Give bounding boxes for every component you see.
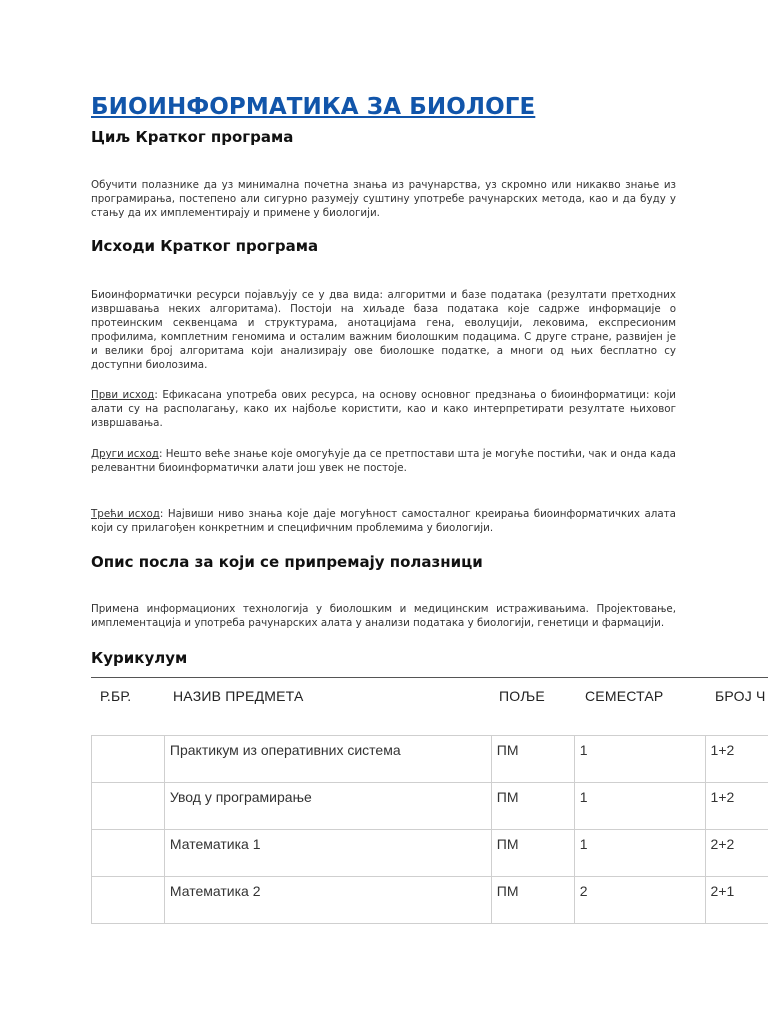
cell-number bbox=[92, 783, 165, 830]
cell-number bbox=[92, 736, 165, 783]
cell-field: ПМ bbox=[491, 877, 574, 924]
third-outcome bbox=[91, 507, 676, 535]
outcomes-heading: Исходи Кратког програма bbox=[91, 237, 319, 255]
second-outcome-text: : Нешто веће знање које омогућује да се претпостави шта је могуће постићи, чак и онда када релевантни биоинформатички алати још увек не постоје. bbox=[91, 448, 676, 474]
outcomes-intro: Биоинформатички ресурси појављују се у два вида: алгоритми и базе података (резултати претходних извршавања неких алгоритама). Постоји на хиљаде база података које садрже информације о протеинским секвенцама и структурама, анотацијама гена, еволуцији, лековима, експресионим профилима, комплетним геномима и осталим важним биолошким подацима. С друге стране, развијен је и велики број алгоритама који анализирају ове биолошке податке, а многи од њих бесплатно су доступни биолозима. bbox=[91, 289, 676, 371]
second-outcome bbox=[91, 447, 676, 475]
cell-number bbox=[92, 830, 165, 877]
column-header-number: Р.БР. bbox=[100, 688, 132, 704]
column-header-semester: СЕМЕСТАР bbox=[585, 688, 664, 704]
cell-semester: 1 bbox=[574, 736, 705, 783]
table-row bbox=[92, 830, 768, 877]
goal-heading: Циљ Кратког програма bbox=[91, 128, 294, 146]
table-top-divider bbox=[91, 677, 768, 678]
cell-semester: 1 bbox=[574, 783, 705, 830]
cell-field: ПМ bbox=[491, 830, 574, 877]
document-title: БИОИНФОРМАТИКА ЗА БИОЛОГЕ bbox=[91, 94, 536, 120]
cell-field: ПМ bbox=[491, 783, 574, 830]
cell-hours: 2+2 bbox=[705, 830, 768, 877]
third-outcome-label: Трећи исход bbox=[91, 508, 160, 520]
column-header-field: ПОЉЕ bbox=[499, 688, 545, 704]
curriculum-heading: Курикулум bbox=[91, 649, 188, 667]
jobs-heading: Опис посла за који се припремају полазници bbox=[91, 553, 483, 571]
cell-subject: Математика 1 bbox=[164, 830, 491, 877]
cell-subject: Математика 2 bbox=[164, 877, 491, 924]
first-outcome-text: : Ефикасана употреба ових ресурса, на основу основног предзнања о биоинформатици: који алати су на располагању, како их најбоље користити, као и како интерпретирати резултате њиховог извршавања. bbox=[91, 389, 677, 429]
third-outcome-text: : Највиши ниво знања које даје могућност самосталног креирања биоинформатичких алата који су прилагођен конкретним и специфичним проблемима у биологији. bbox=[91, 508, 676, 534]
goal-text: Обучити полазнике да уз минималнa почетна знања из рачунарства, уз скромно или никакво знање из програмирања, постепено али сигурно разумеју суштину употребе рачунарских метода, као и да буду у стању да их имплементирају и примене у биологији. bbox=[91, 179, 676, 219]
table-row bbox=[92, 783, 768, 830]
second-outcome-label: Други исход bbox=[91, 448, 159, 460]
cell-number bbox=[92, 877, 165, 924]
column-header-hours: БРОЈ Ч bbox=[715, 688, 766, 704]
curriculum-table bbox=[91, 735, 768, 924]
column-header-subject: НАЗИВ ПРЕДМЕТА bbox=[173, 688, 304, 704]
first-outcome bbox=[91, 388, 676, 430]
cell-hours: 1+2 bbox=[705, 783, 768, 830]
table-row bbox=[92, 877, 768, 924]
jobs-text: Примена информационих технологија у биолошким и медицинским истраживањима. Пројектовање, имплементација и употреба рачунарских алата у анализи података у биологији, генетици и фармацији. bbox=[91, 603, 676, 629]
cell-field: ПМ bbox=[491, 736, 574, 783]
first-outcome-label: Први исход bbox=[91, 389, 155, 401]
table-row bbox=[92, 736, 768, 783]
cell-hours: 2+1 bbox=[705, 877, 768, 924]
cell-hours: 1+2 bbox=[705, 736, 768, 783]
cell-semester: 2 bbox=[574, 877, 705, 924]
cell-subject: Практикум из оперативних система bbox=[164, 736, 491, 783]
cell-subject: Увод у програмирање bbox=[164, 783, 491, 830]
cell-semester: 1 bbox=[574, 830, 705, 877]
